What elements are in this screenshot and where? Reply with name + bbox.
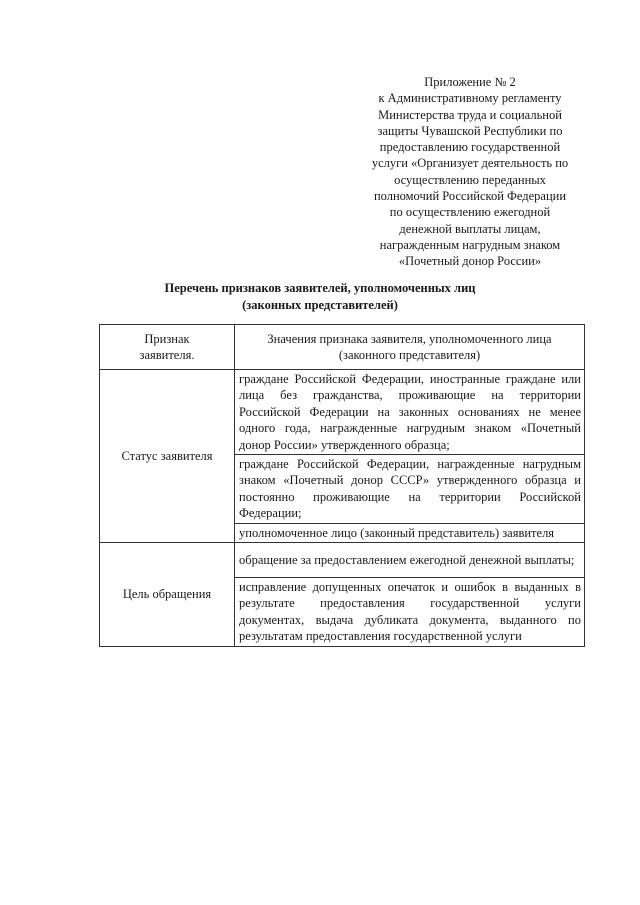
row-value: обращение за предоставлением ежегодной денежной выплаты; [235,543,585,578]
appendix-line: услуги «Организует деятельность по [371,156,569,171]
header-values [235,325,585,370]
appendix-line: Приложение № 2 [424,75,516,89]
row-value: уполномоченное лицо (законный представитель) заявителя [235,523,585,542]
appendix-header [352,74,588,270]
table-header-row [100,325,585,370]
header-sign-text: Признак заявителя. [139,332,195,362]
row-value: граждане Российской Федерации, иностранные граждане или лица без гражданства, проживающие на территории Российской Федерации на законных основаниях не менее одного года, награжденные нагрудным знаком «Почетный донор России» утвержденного образца; [235,370,585,455]
appendix-line: полномочий Российской Федерации [373,189,567,204]
header-sign [100,325,235,370]
header-values-text: Значения признака заявителя, уполномоченного лица (законного представителя) [267,332,552,362]
appendix-line: по осуществлению ежегодной [389,205,551,220]
row-value: граждане Российской Федерации, награжденные нагрудным знаком «Почетный донор СССР» утвержденного образца и постоянно проживающие на территории Российской Федерации; [235,455,585,524]
row-sign-purpose: Цель обращения [100,543,235,647]
title-line-2: (законных представителей) [242,298,398,312]
table-row [100,370,585,455]
appendix-line: предоставлению государственной [379,140,561,155]
document-title [100,280,540,314]
appendix-line: защиты Чувашской Республики по [377,123,563,138]
applicant-signs-table [99,324,585,647]
appendix-line: награжденным нагрудным знаком [379,237,561,252]
appendix-line: к Административному регламенту [378,91,562,106]
row-sign-status: Статус заявителя [100,370,235,543]
appendix-line: осуществлению переданных [394,172,546,187]
appendix-line: денежной выплаты лицам, [399,221,541,236]
title-line-1: Перечень признаков заявителей, уполномоченных лиц [164,281,476,295]
row-value: исправление допущенных опечаток и ошибок в выданных в результате предоставления государственной услуги документах, выдача дубликата документа, выданного по результатам предоставления государственной услуги [235,578,585,647]
appendix-line: «Почетный донор России» [398,254,542,269]
appendix-line: Министерства труда и социальной [378,107,562,122]
table-row [100,543,585,578]
